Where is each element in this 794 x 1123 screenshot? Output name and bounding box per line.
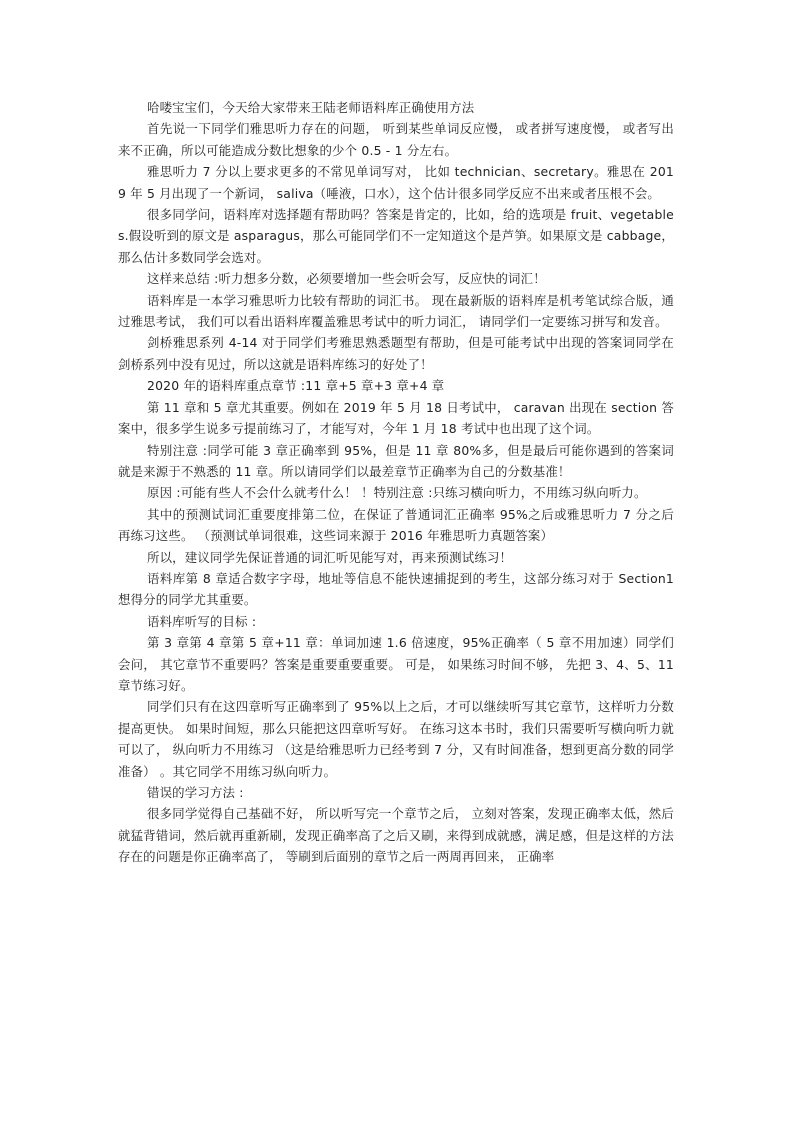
paragraph-wrong-method-heading: 错误的学习方法 : [147, 785, 244, 800]
paragraph-advice: 所以，建议同学先保证普通的词汇听见能写对，再来预测试练习！ [147, 549, 513, 565]
paragraph-intro: 哈喽宝宝们，今天给大家带来王陆老师语料库正确使用方法 [147, 100, 475, 115]
paragraph-wrong-method-detail: 很多同学觉得自己基础不好， 所以听写完一个章节之后， 立刻对答案，发现正确率太低，然后就猛背错词，然后就再重新刷，发现正确率高了之后又刷，来得到成就感，满足感，但是这样的方法存在的问题是你正确率高了， 等刷到后面别的章节之后一两周再回来， 正确率 [118, 806, 674, 865]
paragraph-special-note: 特别注意 :同学可能 3 章正确率到 95%，但是 11 章 80%多，但是最后可能你遇到的答案词就是来源于不熟悉的 11 章。所以请同学们以最差章节正确率为自己的分数基准！ [118, 442, 674, 479]
paragraph-pretest: 其中的预测试词汇重要度排第二位，在保证了普通词汇正确率 95%之后或雅思听力 7 分之后再练习这些。 （预测试单词很难，这些词来源于 2016 年雅思听力真题答案） [118, 506, 674, 544]
paragraph-cambridge: 剑桥雅思系列 4-14 对于同学们考雅思熟悉题型有帮助，但是可能考试中出现的答案词同学在剑桥系列中没有见过，所以这就是语料库练习的好处了！ [118, 335, 674, 372]
paragraph-rare-words: 雅思听力 7 分以上要求更多的不常见单词写对， 比如 technician、secretary。雅思在 2019 年 5 月出现了一个新词， saliva（唾液，口水），这个估计很多同学反应不出来或者压根不会。 [118, 164, 674, 201]
paragraph-goal-heading: 语料库听写的目标 : [147, 613, 257, 629]
paragraph-reason: 原因 :可能有些人不会什么就考什么！ ！特别注意 :只练习横向听力，不用练习纵向听力。 [147, 485, 647, 501]
paragraph-corpus-book: 语料库是一本学习雅思听力比较有帮助的词汇书。 现在最新版的语料库是机考笔试综合版，通过雅思考试， 我们可以看出语料库覆盖雅思考试中的听力词汇， 请同学们一定要练习拼写和发音。 [118, 292, 674, 330]
paragraph-summary: 这样来总结 :听力想多分数，必须要增加一些会听会写，反应快的词汇！ [147, 271, 546, 287]
paragraph-goal-detail: 第 3 章第 4 章第 5 章+11 章：单词加速 1.6 倍速度，95%正确率（ 5 章不用加速）同学们会问， 其它章节不重要吗？答案是重要重要重要。 可是， 如果练习时间不够， 先把 3、4、5、11 章节练习好。 [118, 635, 674, 693]
paragraph-chapter-8: 语料库第 8 章适合数字字母，地址等信息不能快速捕捉到的考生，这部分练习对于 Section1 想得分的同学尤其重要。 [118, 570, 674, 608]
paragraph-multiple-choice: 很多同学问，语料库对选择题有帮助吗？答案是肯定的，比如，给的选项是 fruit、vegetables.假设听到的原文是 asparagus，那么可能同学们不一定知道这个是芦笋。如果原文是 cabbage，那么估计多数同学会选对。 [118, 207, 674, 265]
document-body [118, 97, 674, 868]
paragraph-accuracy: 同学们只有在这四章听写正确率到了 95%以上之后，才可以继续听写其它章节，这样听力分数提高更快。 如果时间短，那么只能把这四章听写好。 在练习这本书时，我们只需要听写横向听力就可以了， 纵向听力不用练习 （这是给雅思听力已经考到 7 分，又有时间准备，想到更高分数的同学准备） 。其它同学不用练习纵向听力。 [118, 699, 674, 779]
paragraph-problem: 首先说一下同学们雅思听力存在的问题， 听到某些单词反应慢， 或者拼写速度慢， 或者写出来不正确，所以可能造成分数比想象的少个 0.5 - 1 分左右。 [118, 121, 674, 158]
paragraph-chapter-11-5: 第 11 章和 5 章尤其重要。例如在 2019 年 5 月 18 日考试中， caravan 出现在 section 答案中，很多学生说多亏提前练习了，才能写对，今年 1 月 18 考试中也出现了这个词。 [118, 399, 674, 437]
paragraph-key-chapters: 2020 年的语料库重点章节 :11 章+5 章+3 章+4 章 [147, 378, 445, 394]
